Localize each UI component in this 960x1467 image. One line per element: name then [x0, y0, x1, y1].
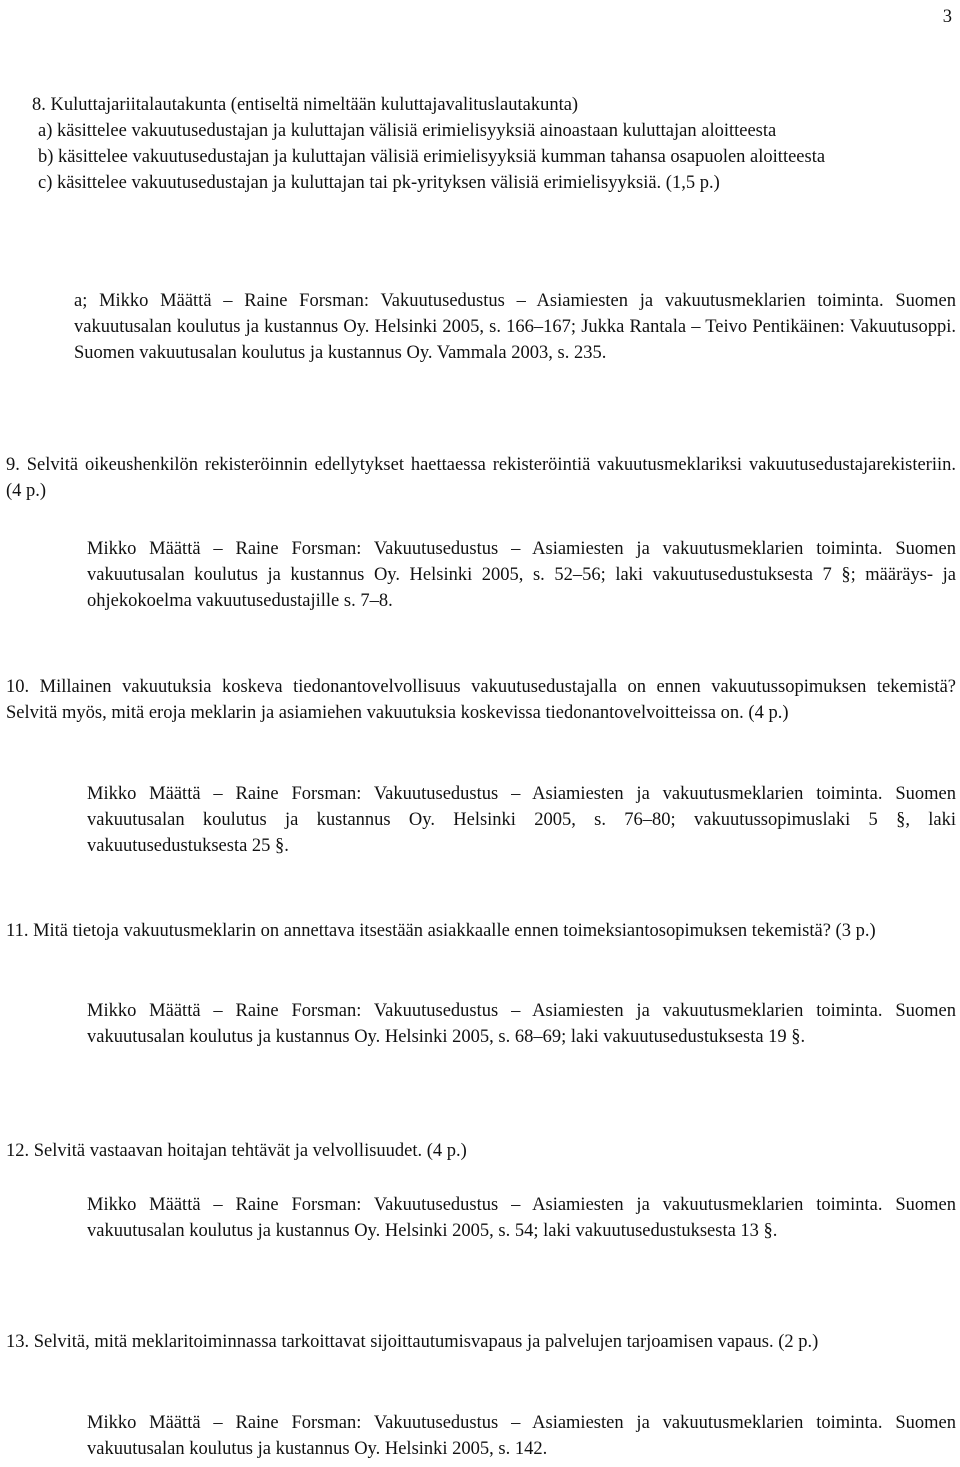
question-12-reference-block: [0, 1192, 960, 1244]
question-11-text: 11. Mitä tietoja vakuutusmeklarin on annettava itsestään asiakkaalle ennen toimeksiantosopimuksen tekemistä? (3 p.): [6, 921, 876, 941]
question-8-option-c: c) käsittelee vakuutusedustajan ja kuluttajan tai pk-yrityksen välisiä erimielisyyksiä. (1,5 p.): [38, 173, 720, 193]
question-12-block: [0, 1138, 960, 1164]
question-8-reference-block: [0, 288, 960, 366]
question-13-reference: Mikko Määttä – Raine Forsman: Vakuutusedustus – Asiamiesten ja vakuutusmeklarien toiminta. Suomen vakuutusalan koulutus ja kustannus Oy. Helsinki 2005, s. 142.: [87, 1413, 956, 1459]
question-11-reference-block: [0, 998, 960, 1050]
question-9-reference: Mikko Määttä – Raine Forsman: Vakuutusedustus – Asiamiesten ja vakuutusmeklarien toiminta. Suomen vakuutusalan koulutus ja kustannus Oy. Helsinki 2005, s. 52–56; laki vakuutusedustuksesta 7 §; määräys- ja ohjekokoelma vakuutusedustajille s. 7–8.: [87, 539, 956, 611]
question-10-reference-block: [0, 781, 960, 859]
question-13-reference-block: [0, 1410, 960, 1462]
question-13-text: 13. Selvitä, mitä meklaritoiminnassa tarkoittavat sijoittautumisvapaus ja palvelujen tarjoamisen vapaus. (2 p.): [6, 1332, 819, 1352]
question-8-text: 8. Kuluttajariitalautakunta (entiseltä nimeltään kuluttajavalituslautakunta): [32, 95, 579, 115]
question-9-text: 9. Selvitä oikeushenkilön rekisteröinnin edellytykset haettaessa rekisteröintiä vakuutusmeklariksi vakuutusedustajarekisteriin. (4 p.): [6, 455, 956, 501]
question-8-option-b: b) käsittelee vakuutusedustajan ja kuluttajan välisiä erimielisyyksiä kumman tahansa osapuolen aloitteesta: [38, 147, 826, 167]
question-11-block: [0, 918, 960, 944]
question-10-text: 10. Millainen vakuutuksia koskeva tiedonantovelvollisuus vakuutusedustajalla on ennen vakuutussopimuksen tekemistä? Selvitä myös, mitä eroja meklarin ja asiamiehen vakuutuksia koskevissa tiedonantovelvoitteissa on. (4 p.): [6, 677, 956, 723]
question-10-block: [0, 674, 960, 726]
question-11-reference: Mikko Määttä – Raine Forsman: Vakuutusedustus – Asiamiesten ja vakuutusmeklarien toiminta. Suomen vakuutusalan koulutus ja kustannus Oy. Helsinki 2005, s. 68–69; laki vakuutusedustuksesta 19 §.: [87, 1001, 956, 1047]
question-10-reference: Mikko Määttä – Raine Forsman: Vakuutusedustus – Asiamiesten ja vakuutusmeklarien toiminta. Suomen vakuutusalan koulutus ja kustannus Oy. Helsinki 2005, s. 76–80; vakuutussopimuslaki 5 §, laki vakuutusedustuksesta 25 §.: [87, 784, 956, 856]
page-number: 3: [942, 7, 952, 27]
question-12-text: 12. Selvitä vastaavan hoitajan tehtävät ja velvollisuudet. (4 p.): [6, 1141, 467, 1161]
question-9-block: [0, 452, 960, 504]
question-8-block: [0, 92, 960, 196]
question-8-option-a: a) käsittelee vakuutusedustajan ja kuluttajan välisiä erimielisyyksiä ainoastaan kuluttajan aloitteesta: [38, 121, 777, 141]
question-8-reference: a; Mikko Määttä – Raine Forsman: Vakuutusedustus – Asiamiesten ja vakuutusmeklarien toiminta. Suomen vakuutusalan koulutus ja kustannus Oy. Helsinki 2005, s. 166–167; Jukka Rantala – Teivo Pentikäinen: Vakuutusoppi. Suomen vakuutusalan koulutus ja kustannus Oy. Vammala 2003, s. 235.: [74, 291, 956, 363]
question-13-block: [0, 1329, 960, 1355]
question-12-reference: Mikko Määttä – Raine Forsman: Vakuutusedustus – Asiamiesten ja vakuutusmeklarien toiminta. Suomen vakuutusalan koulutus ja kustannus Oy. Helsinki 2005, s. 54; laki vakuutusedustuksesta 13 §.: [87, 1195, 956, 1241]
question-9-reference-block: [0, 536, 960, 614]
